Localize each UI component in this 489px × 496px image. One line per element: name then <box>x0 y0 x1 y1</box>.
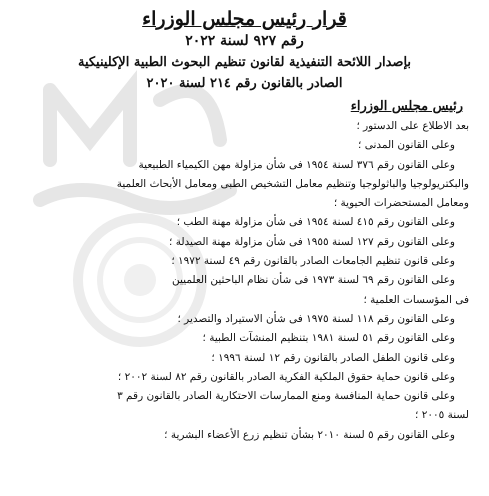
preamble-text <box>22 117 469 445</box>
preamble-line: وعلى القانون رقم ١٢٧ لسنة ١٩٥٥ فى شأن مزاولة مهنة الصيدلة ؛ <box>169 235 455 248</box>
preamble-line: وعلى قانون حماية حقوق الملكية الفكرية الصادر بالقانون رقم ٨٢ لسنة ٢٠٠٢ ؛ <box>117 370 455 383</box>
preamble-line: فى المؤسسات العلمية ؛ <box>363 293 469 306</box>
preamble-line: وعلى القانون المدنى ؛ <box>358 139 455 152</box>
preamble-line: وعلى القانون رقم ٦٩ لسنة ١٩٧٣ فى شأن نظام الباحثين العلميين <box>171 274 455 287</box>
preamble-line: وعلى القانون رقم ٥ لسنة ٢٠١٠ بشأن تنظيم زرع الأعضاء البشرية ؛ <box>164 428 455 441</box>
preamble-line: وعلى القانون رقم ٤١٥ لسنة ١٩٥٤ فى شأن مزاولة مهنة الطب ؛ <box>176 216 455 229</box>
decree-subject-line-1: بإصدار اللائحة التنفيذية لقانون تنظيم البحوث الطبية الإكلينيكية <box>77 55 412 70</box>
preamble-line: وعلى القانون رقم ١١٨ لسنة ١٩٧٥ فى شأن الاستيراد والتصدير ؛ <box>177 312 455 325</box>
preamble-line: وعلى القانون رقم ٥١ لسنة ١٩٨١ بتنظيم المنشآت الطبية ؛ <box>202 332 455 345</box>
preamble-line: ومعامل المستحضرات الحيوية ؛ <box>333 197 469 210</box>
preamble-line: وعلى القانون رقم ٣٧٦ لسنة ١٩٥٤ فى شأن مزاولة مهن الكيمياء الطبيعية <box>138 158 455 171</box>
page-title: قرار رئيس مجلس الوزراء <box>142 8 347 30</box>
preamble-line: لسنة ٢٠٠٥ ؛ <box>415 409 469 422</box>
preamble-line: بعد الاطلاع على الدستور ؛ <box>356 120 469 132</box>
preamble-line: وعلى قانون الطفل الصادر بالقانون رقم ١٢ لسنة ١٩٩٦ ؛ <box>211 351 455 364</box>
decree-subject-line-2: الصادر بالقانون رقم ٢١٤ لسنة ٢٠٢٠ <box>146 76 343 91</box>
preamble-line: وعلى قانون تنظيم الجامعات الصادر بالقانون رقم ٤٩ لسنة ١٩٧٢ ؛ <box>171 255 455 268</box>
preamble-line: وعلى قانون حماية المنافسة ومنع الممارسات الاحتكارية الصادر بالقانون رقم ٣ <box>117 390 455 403</box>
preamble-line: والبكتريولوجيا والباثولوجيا وتنظيم معامل التشخيص الطبى ومعامل الأبحاث العلمية <box>116 177 469 190</box>
decree-number: رقم ٩٢٧ لسنة ٢٠٢٢ <box>185 33 304 49</box>
issuer-heading: رئيس مجلس الوزراء <box>350 99 463 114</box>
